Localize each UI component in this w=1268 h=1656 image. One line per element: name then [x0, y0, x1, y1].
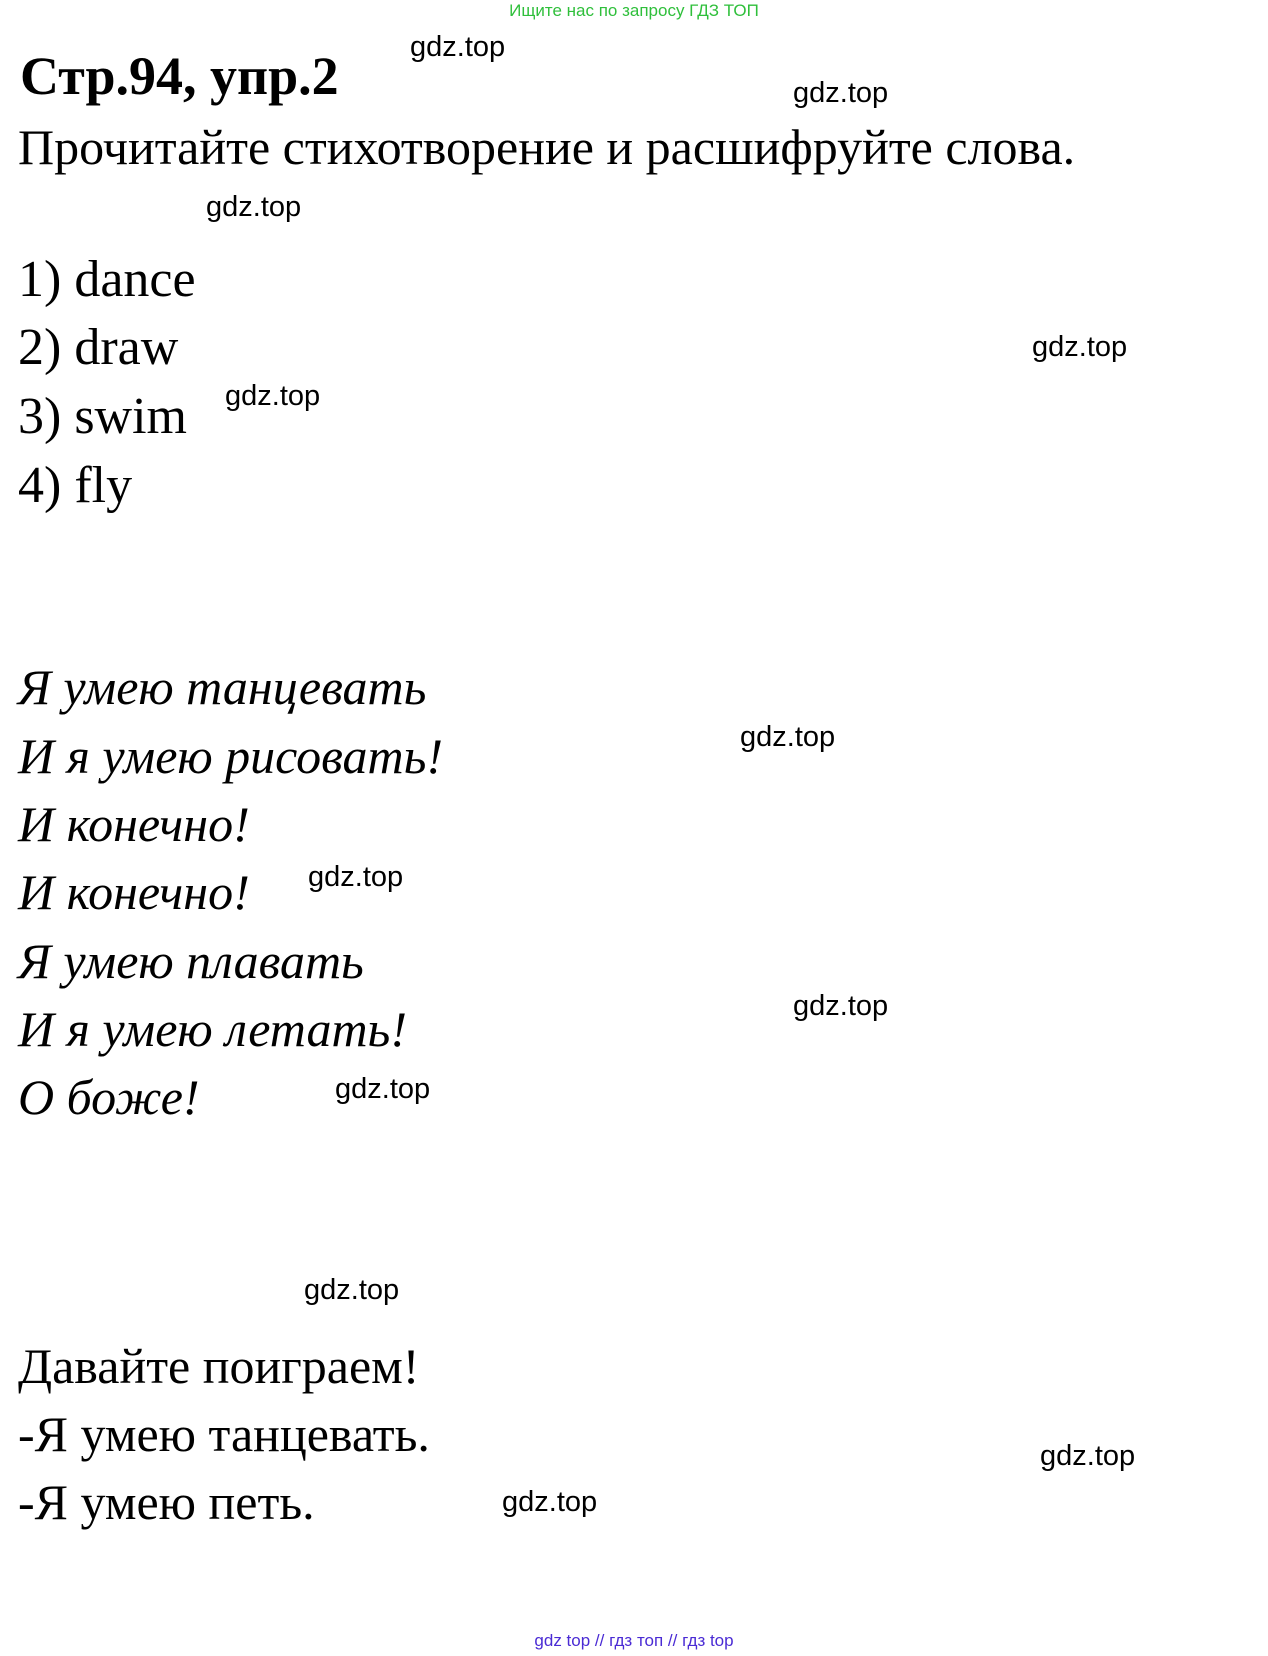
poem-line: Я умею плавать: [18, 933, 364, 989]
watermark: gdz.top: [225, 380, 321, 412]
exercise-instruction: Прочитайте стихотворение и расшифруйте слова.: [18, 119, 1076, 175]
watermark: gdz.top: [793, 990, 889, 1022]
poem-line: И я умею рисовать!: [18, 728, 443, 784]
watermark: gdz.top: [502, 1486, 598, 1518]
top-banner[interactable]: Ищите нас по запросу ГДЗ ТОП: [509, 1, 759, 20]
watermark: gdz.top: [1032, 331, 1128, 363]
watermark: gdz.top: [335, 1073, 431, 1105]
answer-item: 4) fly: [18, 457, 133, 514]
watermark: gdz.top: [793, 77, 889, 109]
poem-line: И конечно!: [18, 864, 250, 920]
poem-line: И я умею летать!: [18, 1001, 407, 1057]
watermark: gdz.top: [740, 721, 836, 753]
watermark: gdz.top: [308, 861, 404, 893]
dialog-line: -Я умею петь.: [18, 1474, 315, 1530]
watermark: gdz.top: [410, 31, 506, 63]
answer-item: 2) draw: [18, 319, 179, 376]
footer-links[interactable]: gdz top // гдз топ // гдз top: [534, 1631, 734, 1650]
watermark: gdz.top: [304, 1274, 400, 1306]
page-title: Стр.94, упр.2: [20, 46, 339, 106]
watermark: gdz.top: [1040, 1440, 1136, 1472]
answer-item: 1) dance: [18, 251, 196, 308]
answer-item: 3) swim: [18, 388, 187, 445]
poem-line: О боже!: [18, 1069, 200, 1125]
dialog-line: -Я умею танцевать.: [18, 1406, 430, 1462]
watermark: gdz.top: [206, 191, 302, 223]
poem-line: И конечно!: [18, 796, 250, 852]
poem-line: Я умею танцевать: [18, 659, 427, 715]
dialog-line: Давайте поиграем!: [18, 1338, 420, 1394]
